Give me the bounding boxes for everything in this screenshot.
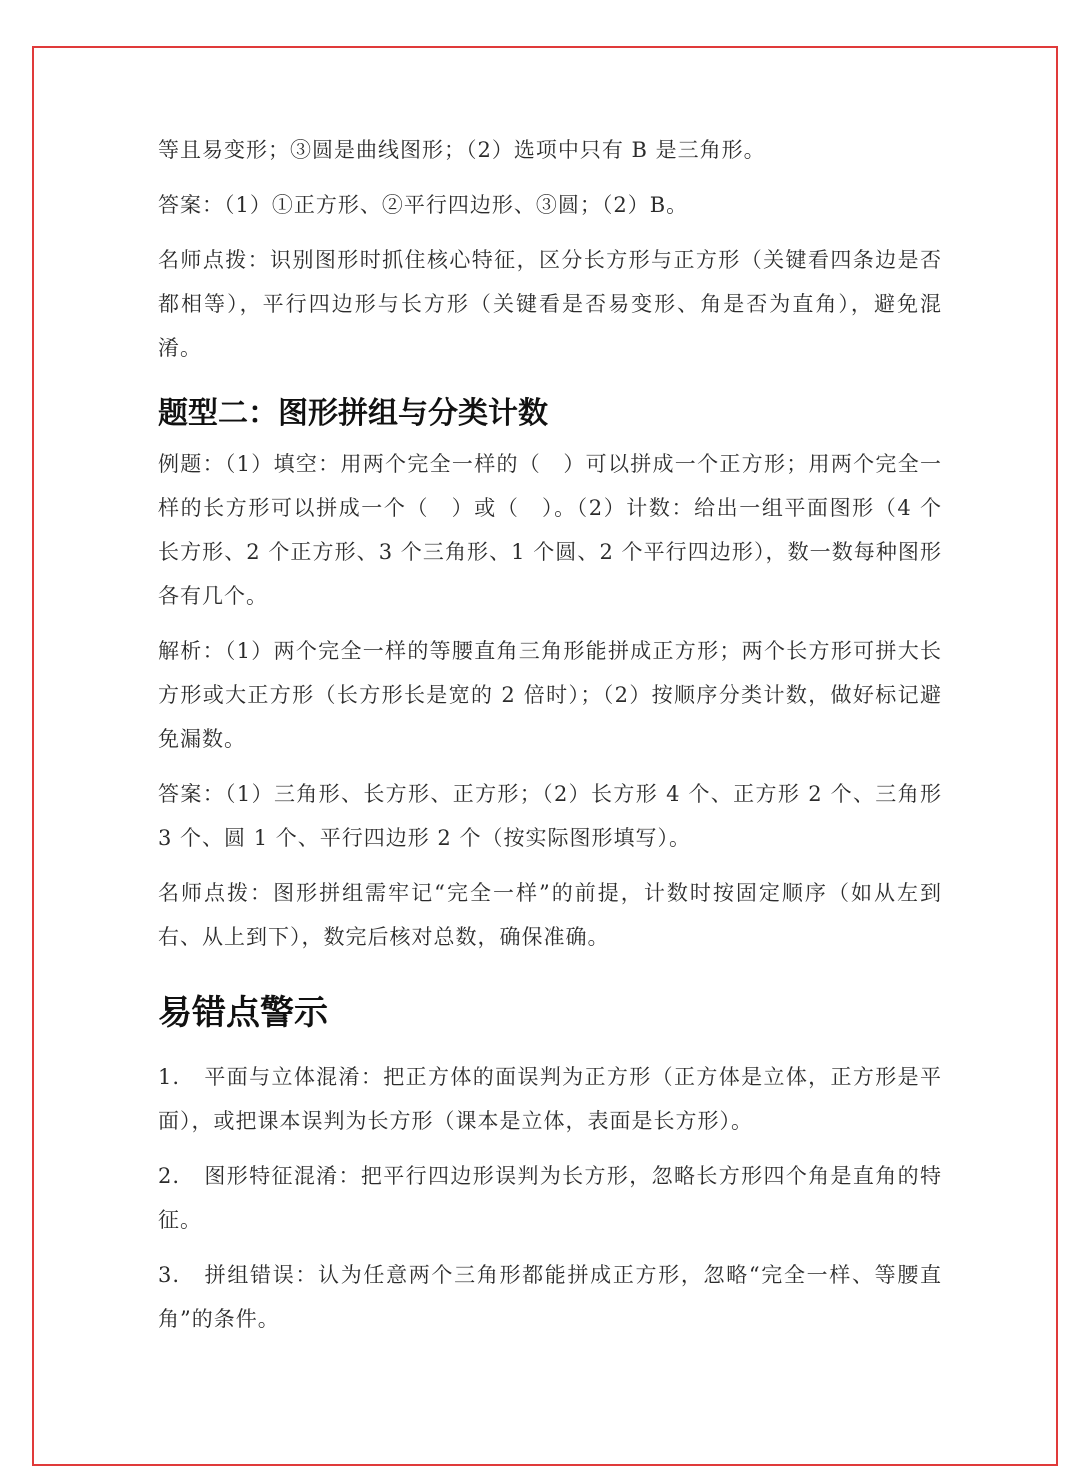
document-content	[158, 128, 942, 1352]
list-item-text: 拼组错误：认为任意两个三角形都能拼成正方形，忽略“完全一样、等腰直角”的条件。	[158, 1263, 942, 1331]
section-heading-type-two: 题型二：图形拼组与分类计数	[158, 396, 548, 431]
list-item	[158, 1154, 942, 1242]
paragraph-answer-2: 答案：（1）三角形、长方形、正方形；（2）长方形 4 个、正方形 2 个、三角形 3 个、圆 1 个、平行四边形 2 个（按实际图形填写）。	[158, 782, 942, 850]
paragraph-answer-1: 答案：（1）①正方形、②平行四边形、③圆；（2）B。	[158, 193, 689, 217]
list-item-text: 图形特征混淆：把平行四边形误判为长方形，忽略长方形四个角是直角的特征。	[158, 1164, 942, 1232]
paragraph-teacher-tip-1: 名师点拨：识别图形时抓住核心特征，区分长方形与正方形（关键看四条边是否都相等），平行四边形与长方形（关键看是否易变形、角是否为直角），避免混淆。	[158, 248, 942, 360]
list-item-number: 2.	[158, 1164, 181, 1188]
list-item-number: 1.	[158, 1065, 181, 1089]
paragraph-analysis: 解析：（1）两个完全一样的等腰直角三角形能拼成正方形；两个长方形可拼大长方形或大正方形（长方形长是宽的 2 倍时）；（2）按顺序分类计数，做好标记避免漏数。	[158, 639, 942, 751]
paragraph-example: 例题：（1）填空：用两个完全一样的（ ）可以拼成一个正方形；用两个完全一样的长方形可以拼成一个（ ）或（ ）。（2）计数：给出一组平面图形（4 个长方形、2 个正方形、3 个三角形、1 个圆、2 个平行四边形），数一数每种图形各有几个。	[158, 452, 942, 608]
list-item	[158, 1055, 942, 1143]
paragraph-teacher-tip-2: 名师点拨：图形拼组需牢记“完全一样”的前提，计数时按固定顺序（如从左到右、从上到下），数完后核对总数，确保准确。	[158, 881, 942, 949]
section-heading-common-errors: 易错点警示	[158, 993, 328, 1033]
list-item-text: 平面与立体混淆：把正方体的面误判为正方形（正方体是立体，正方形是平面），或把课本误判为长方形（课本是立体，表面是长方形）。	[158, 1065, 942, 1133]
list-item	[158, 1253, 942, 1341]
paragraph-analysis-end: 等且易变形；③圆是曲线图形；（2）选项中只有 B 是三角形。	[158, 138, 766, 162]
list-item-number: 3.	[158, 1263, 181, 1287]
